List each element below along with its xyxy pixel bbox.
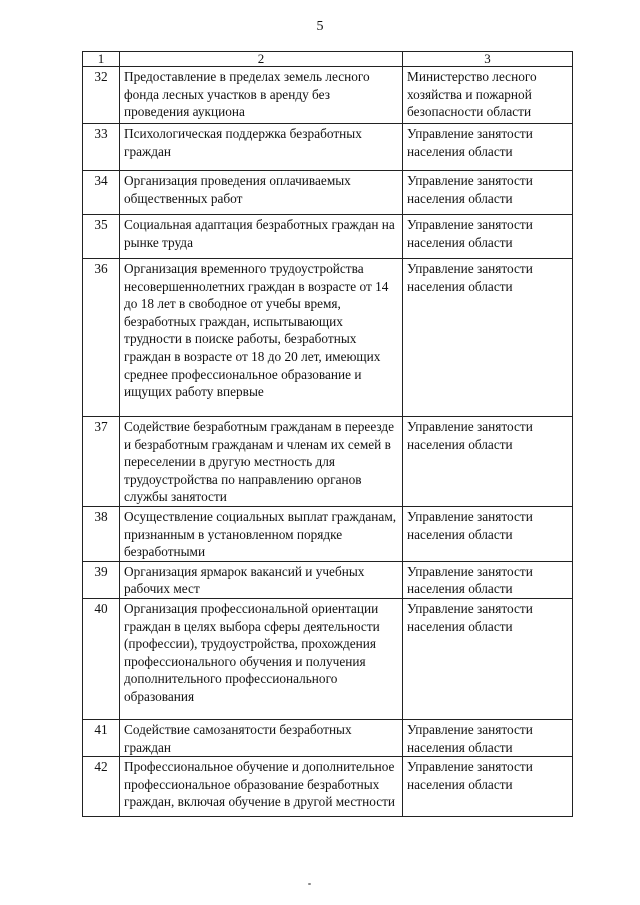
table-row [83, 561, 573, 598]
service-name: Организация проведения оплачиваемых общественных работ [120, 171, 403, 215]
responsible-authority: Управление занятости населения области [403, 561, 573, 598]
table-row [83, 215, 573, 259]
table-row [83, 719, 573, 756]
row-number: 40 [83, 598, 120, 719]
services-table [82, 51, 573, 817]
responsible-authority: Управление занятости населения области [403, 719, 573, 756]
table-row [83, 598, 573, 719]
row-number: 38 [83, 506, 120, 561]
service-name: Содействие безработным гражданам в переезде и безработным гражданам и членам их семей в переселении в другую местность для трудоустройства по направлению органов службы занятости [120, 417, 403, 507]
responsible-authority: Управление занятости населения области [403, 124, 573, 171]
table-header-row [83, 52, 573, 67]
table-row [83, 506, 573, 561]
row-number: 41 [83, 719, 120, 756]
row-number: 34 [83, 171, 120, 215]
service-name: Социальная адаптация безработных граждан на рынке труда [120, 215, 403, 259]
table-row [83, 124, 573, 171]
responsible-authority: Управление занятости населения области [403, 757, 573, 817]
scan-speck [308, 883, 311, 885]
service-name: Предоставление в пределах земель лесного фонда лесных участков в аренду без проведения аукциона [120, 67, 403, 124]
service-name: Организация ярмарок вакансий и учебных рабочих мест [120, 561, 403, 598]
responsible-authority: Управление занятости населения области [403, 259, 573, 417]
row-number: 32 [83, 67, 120, 124]
column-header: 2 [120, 52, 403, 67]
page-number: 5 [316, 19, 324, 34]
row-number: 33 [83, 124, 120, 171]
service-name: Профессиональное обучение и дополнительное профессиональное образование безработных граждан, включая обучение в другой местности [120, 757, 403, 817]
row-number: 39 [83, 561, 120, 598]
service-name: Организация профессиональной ориентации граждан в целях выбора сферы деятельности (профессии), трудоустройства, прохождения профессионального обучения и получения дополнительного профессионального образования [120, 598, 403, 719]
table-row [83, 259, 573, 417]
service-name: Осуществление социальных выплат гражданам, признанным в установленном порядке безработными [120, 506, 403, 561]
row-number: 35 [83, 215, 120, 259]
row-number: 42 [83, 757, 120, 817]
responsible-authority: Управление занятости населения области [403, 417, 573, 507]
responsible-authority: Управление занятости населения области [403, 506, 573, 561]
service-name: Организация временного трудоустройства несовершеннолетних граждан в возрасте от 14 до 18 лет в свободное от учебы время, безработных граждан, испытывающих трудности в поиске работы, безработных граждан в возрасте от 18 до 20 лет, имеющих среднее профессиональное образование и ищущих работу впервые [120, 259, 403, 417]
table-row [83, 417, 573, 507]
row-number: 37 [83, 417, 120, 507]
table-row [83, 757, 573, 817]
responsible-authority: Управление занятости населения области [403, 171, 573, 215]
table-row [83, 171, 573, 215]
responsible-authority: Управление занятости населения области [403, 598, 573, 719]
row-number: 36 [83, 259, 120, 417]
service-name: Психологическая поддержка безработных граждан [120, 124, 403, 171]
table-row [83, 67, 573, 124]
responsible-authority: Управление занятости населения области [403, 215, 573, 259]
column-header: 1 [83, 52, 120, 67]
column-header: 3 [403, 52, 573, 67]
service-name: Содействие самозанятости безработных граждан [120, 719, 403, 756]
responsible-authority: Министерство лесного хозяйства и пожарной безопасности области [403, 67, 573, 124]
